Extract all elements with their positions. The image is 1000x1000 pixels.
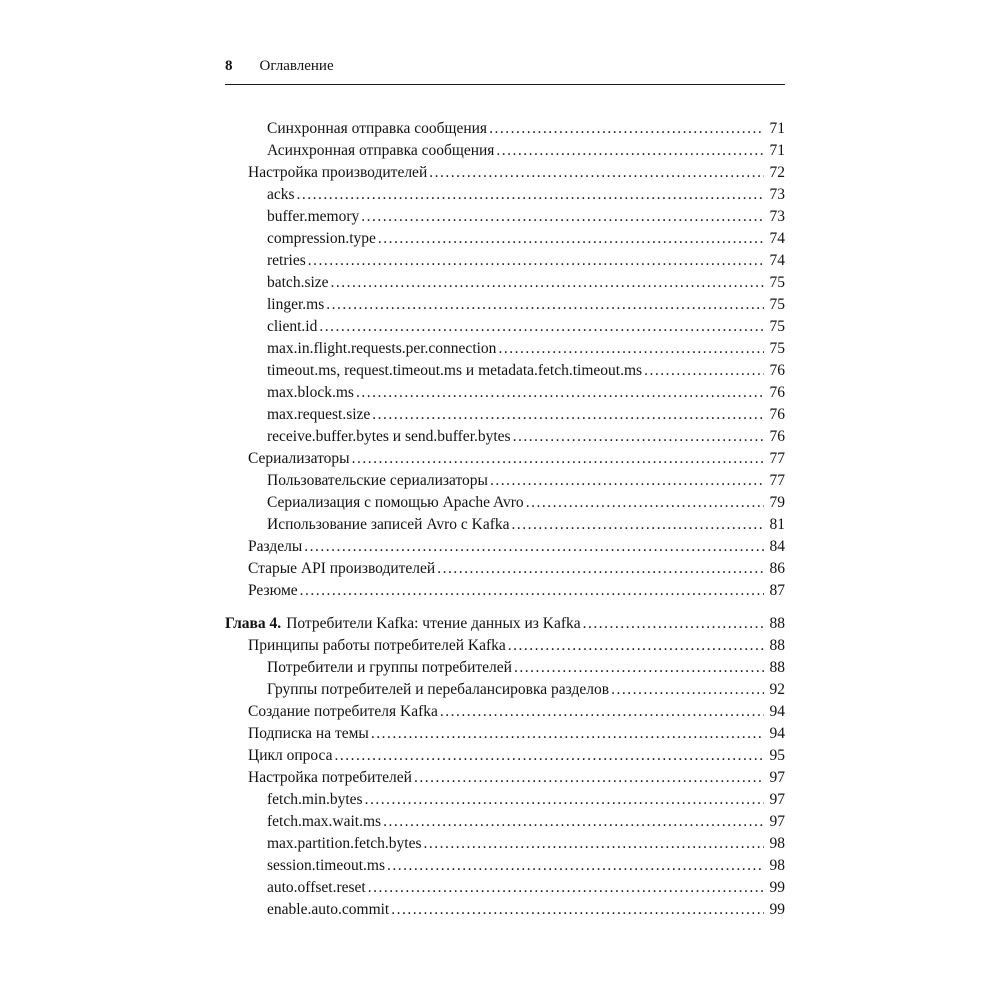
toc-entry-label: Асинхронная отправка сообщения: [267, 142, 495, 159]
toc-leader-dots: [498, 338, 764, 360]
toc-leader-dots: [513, 426, 764, 448]
toc-entry: [225, 294, 785, 316]
toc-leader-dots: [437, 558, 764, 580]
toc-entry-page: 75: [769, 274, 785, 291]
toc-entry-label: max.request.size: [267, 406, 371, 423]
toc-entry-page: 98: [769, 835, 785, 852]
toc-entry-page: 88: [769, 637, 785, 654]
toc-leader-dots: [496, 140, 764, 162]
toc-entry-label: client.id: [267, 318, 318, 335]
toc-entry-label: Подписка на темы: [248, 725, 369, 742]
toc-entry: [225, 580, 785, 602]
toc-entry-page: 79: [769, 494, 785, 511]
toc-entry-page: 71: [769, 120, 785, 137]
header-rule: [225, 84, 785, 85]
toc-entry-label: enable.auto.commit: [267, 901, 390, 918]
toc-entry-label: buffer.memory: [267, 208, 360, 225]
toc-entry-label: receive.buffer.bytes и send.buffer.bytes: [267, 428, 511, 445]
toc-entry: [225, 899, 785, 921]
toc-leader-dots: [297, 184, 764, 206]
toc-leader-dots: [611, 679, 764, 701]
toc-entry-label: fetch.max.wait.ms: [267, 813, 382, 830]
toc-entry-page: 75: [769, 318, 785, 335]
toc-entry-prefix: Глава 4.: [225, 615, 282, 632]
toc-entry: [225, 613, 785, 635]
toc-entry-page: 88: [769, 615, 785, 632]
toc-entry-page: 76: [769, 362, 785, 379]
toc-entry-page: 73: [769, 186, 785, 203]
toc-leader-dots: [490, 470, 764, 492]
toc-entry: [225, 536, 785, 558]
toc-entry-page: 76: [769, 428, 785, 445]
toc-entry: [225, 184, 785, 206]
toc-entry-label: timeout.ms, request.timeout.ms и metadata.fetch.timeout.ms: [267, 362, 643, 379]
toc-leader-dots: [644, 360, 764, 382]
toc-entry: [225, 701, 785, 723]
toc-entry-label: Настройка потребителей: [248, 769, 412, 786]
toc-entry-label: Принципы работы потребителей Kafka: [248, 637, 506, 654]
toc-leader-dots: [383, 811, 764, 833]
toc-leader-dots: [365, 789, 764, 811]
toc-entry-label: retries: [267, 252, 306, 269]
toc-entry: [225, 206, 785, 228]
toc-leader-dots: [331, 272, 764, 294]
toc-entry-page: 74: [769, 230, 785, 247]
toc-entry-label: Разделы: [248, 538, 303, 555]
toc-entry: [225, 811, 785, 833]
toc-leader-dots: [304, 536, 764, 558]
toc-entry-label: max.partition.fetch.bytes: [267, 835, 422, 852]
toc-leader-dots: [361, 206, 764, 228]
toc-entry-page: 76: [769, 406, 785, 423]
page-header-title: Оглавление: [259, 58, 334, 74]
toc-entry: [225, 338, 785, 360]
toc-entry-label: Синхронная отправка сообщения: [267, 120, 488, 137]
toc-entry-label: max.block.ms: [267, 384, 354, 401]
toc-entry-label: Группы потребителей и перебалансировка разделов: [267, 681, 610, 698]
toc-entry-page: 97: [769, 791, 785, 808]
toc-entry-page: 71: [769, 142, 785, 159]
toc-leader-dots: [514, 657, 764, 679]
toc-leader-dots: [489, 118, 764, 140]
toc-leader-dots: [414, 767, 764, 789]
toc-leader-dots: [326, 294, 764, 316]
toc-entry: [225, 426, 785, 448]
toc-leader-dots: [429, 162, 764, 184]
toc-entry: [225, 855, 785, 877]
toc-entry-page: 75: [769, 296, 785, 313]
toc-entry-label: Настройка производителей: [248, 164, 428, 181]
toc-entry-page: 76: [769, 384, 785, 401]
toc-entry-page: 74: [769, 252, 785, 269]
toc-entry: [225, 514, 785, 536]
toc-leader-dots: [440, 701, 764, 723]
toc-entry: [225, 360, 785, 382]
toc-leader-dots: [508, 635, 764, 657]
toc-entry-label: Сериализация с помощью Apache Avro: [267, 494, 524, 511]
page-number: 8: [225, 58, 233, 74]
toc-entry: [225, 272, 785, 294]
toc-leader-dots: [372, 404, 764, 426]
toc-entry-label: Создание потребителя Kafka: [248, 703, 438, 720]
toc-leader-dots: [378, 228, 764, 250]
toc-entry: [225, 723, 785, 745]
page-header: [225, 58, 785, 75]
toc-entry: [225, 679, 785, 701]
toc-entry: [225, 492, 785, 514]
toc-leader-dots: [368, 877, 764, 899]
toc-leader-dots: [583, 613, 764, 635]
toc-entry-label: fetch.min.bytes: [267, 791, 363, 808]
toc-list: [225, 118, 785, 921]
toc-entry: [225, 448, 785, 470]
toc-entry-label: Старые API производителей: [248, 560, 436, 577]
toc-leader-dots: [300, 580, 764, 602]
toc-leader-dots: [308, 250, 764, 272]
toc-entry-label: acks: [267, 186, 295, 203]
toc-entry-label: Сериализаторы: [248, 450, 350, 467]
toc-entry-label: Цикл опроса: [248, 747, 333, 764]
toc-entry: [225, 657, 785, 679]
toc-entry-page: 92: [769, 681, 785, 698]
toc-entry-page: 77: [769, 472, 785, 489]
toc-entry-label: Использование записей Avro с Kafka: [267, 516, 510, 533]
toc-entry: [225, 118, 785, 140]
toc-entry-page: 97: [769, 813, 785, 830]
toc-entry-page: 99: [769, 879, 785, 896]
toc-entry-page: 73: [769, 208, 785, 225]
toc-entry-page: 98: [769, 857, 785, 874]
toc-entry-label: auto.offset.reset: [267, 879, 366, 896]
toc-entry-page: 77: [769, 450, 785, 467]
toc-entry-page: 94: [769, 703, 785, 720]
toc-leader-dots: [352, 448, 764, 470]
toc-entry-page: 99: [769, 901, 785, 918]
toc-entry-page: 86: [769, 560, 785, 577]
toc-entry-label: compression.type: [267, 230, 376, 247]
toc-entry: [225, 250, 785, 272]
toc-entry-page: 72: [769, 164, 785, 181]
toc-entry: [225, 833, 785, 855]
toc-entry: [225, 745, 785, 767]
toc-entry-page: 88: [769, 659, 785, 676]
toc-leader-dots: [319, 316, 764, 338]
toc-leader-dots: [526, 492, 764, 514]
toc-entry-page: 75: [769, 340, 785, 357]
toc-entry: [225, 767, 785, 789]
toc-entry: [225, 316, 785, 338]
toc-entry-label: linger.ms: [267, 296, 325, 313]
toc-leader-dots: [387, 855, 764, 877]
toc-leader-dots: [391, 899, 764, 921]
toc-entry: [225, 789, 785, 811]
toc-leader-dots: [335, 745, 764, 767]
toc-entry: [225, 382, 785, 404]
toc-entry: [225, 404, 785, 426]
toc-entry-label: Потребители Kafka: чтение данных из Kafka: [286, 615, 581, 632]
toc-leader-dots: [356, 382, 764, 404]
toc-entry: [225, 140, 785, 162]
toc-entry-page: 95: [769, 747, 785, 764]
toc-entry: [225, 558, 785, 580]
toc-entry-page: 84: [769, 538, 785, 555]
toc-entry: [225, 877, 785, 899]
toc-entry-label: session.timeout.ms: [267, 857, 385, 874]
toc-entry-label: Пользовательские сериализаторы: [267, 472, 488, 489]
toc-entry-page: 97: [769, 769, 785, 786]
toc-entry-label: max.in.flight.requests.per.connection: [267, 340, 497, 357]
toc-entry: [225, 228, 785, 250]
toc-entry-label: Потребители и группы потребителей: [267, 659, 512, 676]
toc-entry-page: 81: [769, 516, 785, 533]
toc-entry-label: Резюме: [248, 582, 298, 599]
toc-entry: [225, 470, 785, 492]
toc-leader-dots: [512, 514, 764, 536]
toc-entry: [225, 162, 785, 184]
toc-leader-dots: [371, 723, 764, 745]
toc-entry-label: batch.size: [267, 274, 329, 291]
toc-entry-page: 94: [769, 725, 785, 742]
toc-entry-page: 87: [769, 582, 785, 599]
toc-leader-dots: [424, 833, 764, 855]
toc-entry: [225, 635, 785, 657]
